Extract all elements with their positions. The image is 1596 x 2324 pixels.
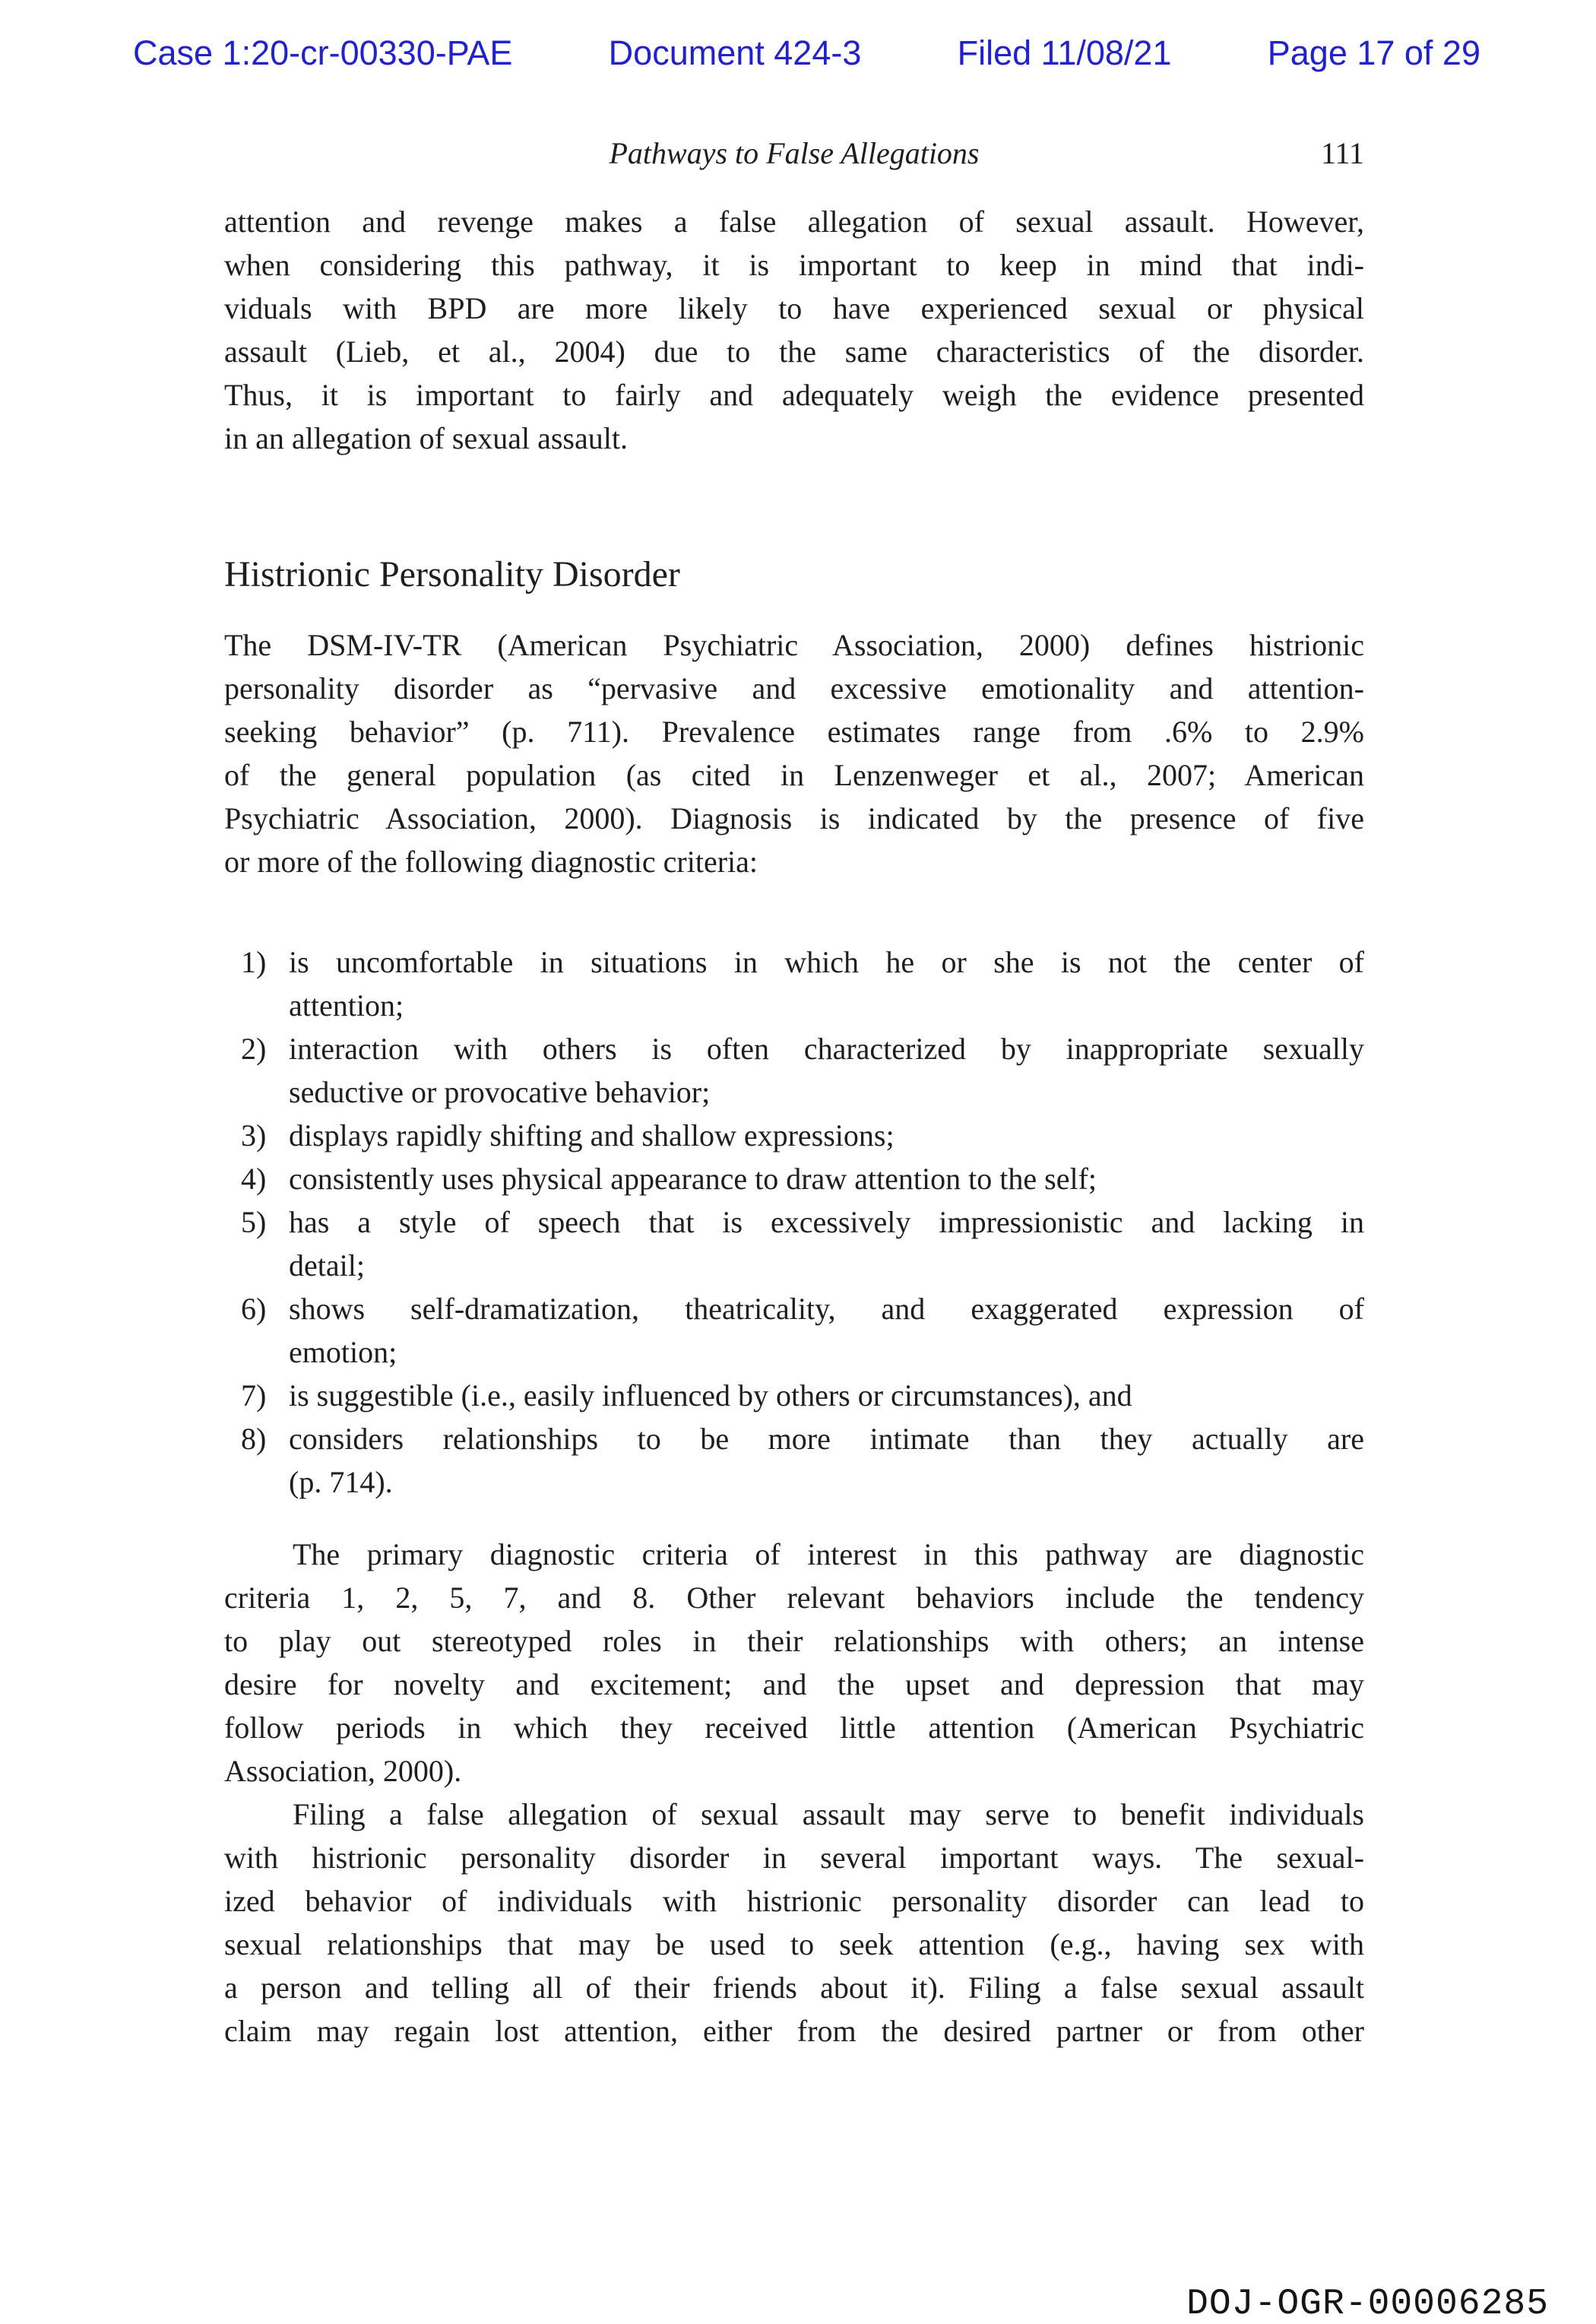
- text-line: personality disorder as “pervasive and excessive emotionality and attention-: [224, 671, 1364, 705]
- paragraph-bpd-conclusion: [224, 200, 1364, 460]
- running-head: [224, 135, 1364, 179]
- text-line: criteria 1, 2, 5, 7, and 8. Other relevant behaviors include the tendency: [224, 1581, 1364, 1615]
- list-item: [224, 1200, 1364, 1287]
- text-line: emotion;: [289, 1335, 397, 1369]
- court-stamp-header: [133, 33, 1480, 73]
- text-line: a person and telling all of their friends about it). Filing a false sexual assault: [224, 1970, 1364, 2005]
- list-item-text: [289, 1114, 1364, 1157]
- text-line: attention;: [289, 988, 404, 1022]
- stamp-page-number: Page 17 of 29: [1267, 33, 1480, 72]
- text-line: (p. 714).: [289, 1465, 393, 1499]
- list-item-number: 1): [241, 945, 267, 979]
- list-item: [224, 1027, 1364, 1114]
- text-line: Psychiatric Association, 2000). Diagnosis is indicated by the presence of five: [224, 801, 1364, 835]
- text-line: ized behavior of individuals with histrionic personality disorder can lead to: [224, 1884, 1364, 1918]
- text-line: in an allegation of sexual assault.: [224, 421, 628, 455]
- list-item-text: [289, 1374, 1364, 1417]
- text-line: viduals with BPD are more likely to have experienced sexual or physical: [224, 291, 1364, 325]
- diagnostic-criteria-list: [224, 940, 1364, 1504]
- list-item: [224, 1157, 1364, 1200]
- list-item: [224, 1287, 1364, 1374]
- text-line: follow periods in which they received little attention (American Psychiatric: [224, 1711, 1364, 1745]
- list-item-text: [289, 1157, 1364, 1200]
- text-line: considers relationships to be more intimate than they actually are: [289, 1422, 1364, 1456]
- text-line: has a style of speech that is excessively impressionistic and lacking in: [289, 1205, 1364, 1239]
- text-line: Thus, it is important to fairly and adequately weigh the evidence presented: [224, 378, 1364, 412]
- list-item-text: [289, 1287, 1364, 1374]
- list-item-number: 7): [241, 1378, 267, 1412]
- text-line: interaction with others is often characterized by inappropriate sexually: [289, 1032, 1364, 1066]
- bates-number: DOJ-OGR-00006285: [1186, 2284, 1549, 2324]
- paragraph-filing-benefit: [224, 1793, 1364, 2053]
- list-item: [224, 1417, 1364, 1504]
- paragraph-primary-criteria: [224, 1533, 1364, 1793]
- running-head-title: Pathways to False Allegations: [609, 136, 980, 170]
- list-item-number: 8): [241, 1422, 267, 1456]
- text-line: assault (Lieb, et al., 2004) due to the same characteristics of the disorder.: [224, 334, 1364, 369]
- text-line: seeking behavior” (p. 711). Prevalence estimates range from .6% to 2.9%: [224, 715, 1364, 749]
- text-line: is suggestible (i.e., easily influenced by others or circumstances), and: [289, 1378, 1132, 1412]
- text-line: consistently uses physical appearance to draw attention to the self;: [289, 1162, 1097, 1196]
- text-line: shows self-dramatization, theatricality, and exaggerated expression of: [289, 1292, 1364, 1326]
- list-item-number: 4): [241, 1162, 267, 1196]
- text-line: The DSM-IV-TR (American Psychiatric Association, 2000) defines histrionic: [224, 628, 1364, 662]
- list-item-number: 5): [241, 1205, 267, 1239]
- list-item-text: [289, 1027, 1364, 1114]
- list-item-text: [289, 940, 1364, 1027]
- paragraph-hpd-definition: [224, 623, 1364, 883]
- list-item: [224, 940, 1364, 1027]
- text-line: The primary diagnostic criteria of interest in this pathway are diagnostic: [293, 1537, 1364, 1571]
- stamp-document-number: Document 424-3: [608, 33, 862, 72]
- text-line: displays rapidly shifting and shallow expressions;: [289, 1118, 895, 1152]
- text-line: sexual relationships that may be used to seek attention (e.g., having sex with: [224, 1927, 1364, 1961]
- list-item-number: 2): [241, 1032, 267, 1066]
- list-item-number: 3): [241, 1118, 267, 1152]
- text-line: when considering this pathway, it is important to keep in mind that indi-: [224, 248, 1364, 282]
- text-line: attention and revenge makes a false allegation of sexual assault. However,: [224, 204, 1364, 239]
- text-line: of the general population (as cited in Lenzenweger et al., 2007; American: [224, 758, 1364, 792]
- text-line: desire for novelty and excitement; and the upset and depression that may: [224, 1667, 1364, 1701]
- text-line: is uncomfortable in situations in which he or she is not the center of: [289, 945, 1364, 979]
- list-item: [224, 1374, 1364, 1417]
- list-item-text: [289, 1200, 1364, 1287]
- page-folio: 111: [1320, 136, 1364, 170]
- text-line: claim may regain lost attention, either from the desired partner or from other: [224, 2014, 1364, 2048]
- text-line: Association, 2000).: [224, 1754, 462, 1788]
- text-line: Filing a false allegation of sexual assault may serve to benefit individuals: [293, 1797, 1364, 1831]
- text-line: seductive or provocative behavior;: [289, 1075, 711, 1109]
- text-line: or more of the following diagnostic criteria:: [224, 845, 758, 879]
- stamp-case-number: Case 1:20-cr-00330-PAE: [133, 33, 513, 72]
- text-line: with histrionic personality disorder in several important ways. The sexual-: [224, 1840, 1364, 1875]
- section-heading: Histrionic Personality Disorder: [224, 554, 680, 594]
- list-item-text: [289, 1417, 1364, 1504]
- list-item-number: 6): [241, 1292, 267, 1326]
- text-line: to play out stereotyped roles in their relationships with others; an intense: [224, 1624, 1364, 1658]
- text-line: detail;: [289, 1248, 365, 1282]
- stamp-filed-date: Filed 11/08/21: [957, 33, 1172, 72]
- list-item: [224, 1114, 1364, 1157]
